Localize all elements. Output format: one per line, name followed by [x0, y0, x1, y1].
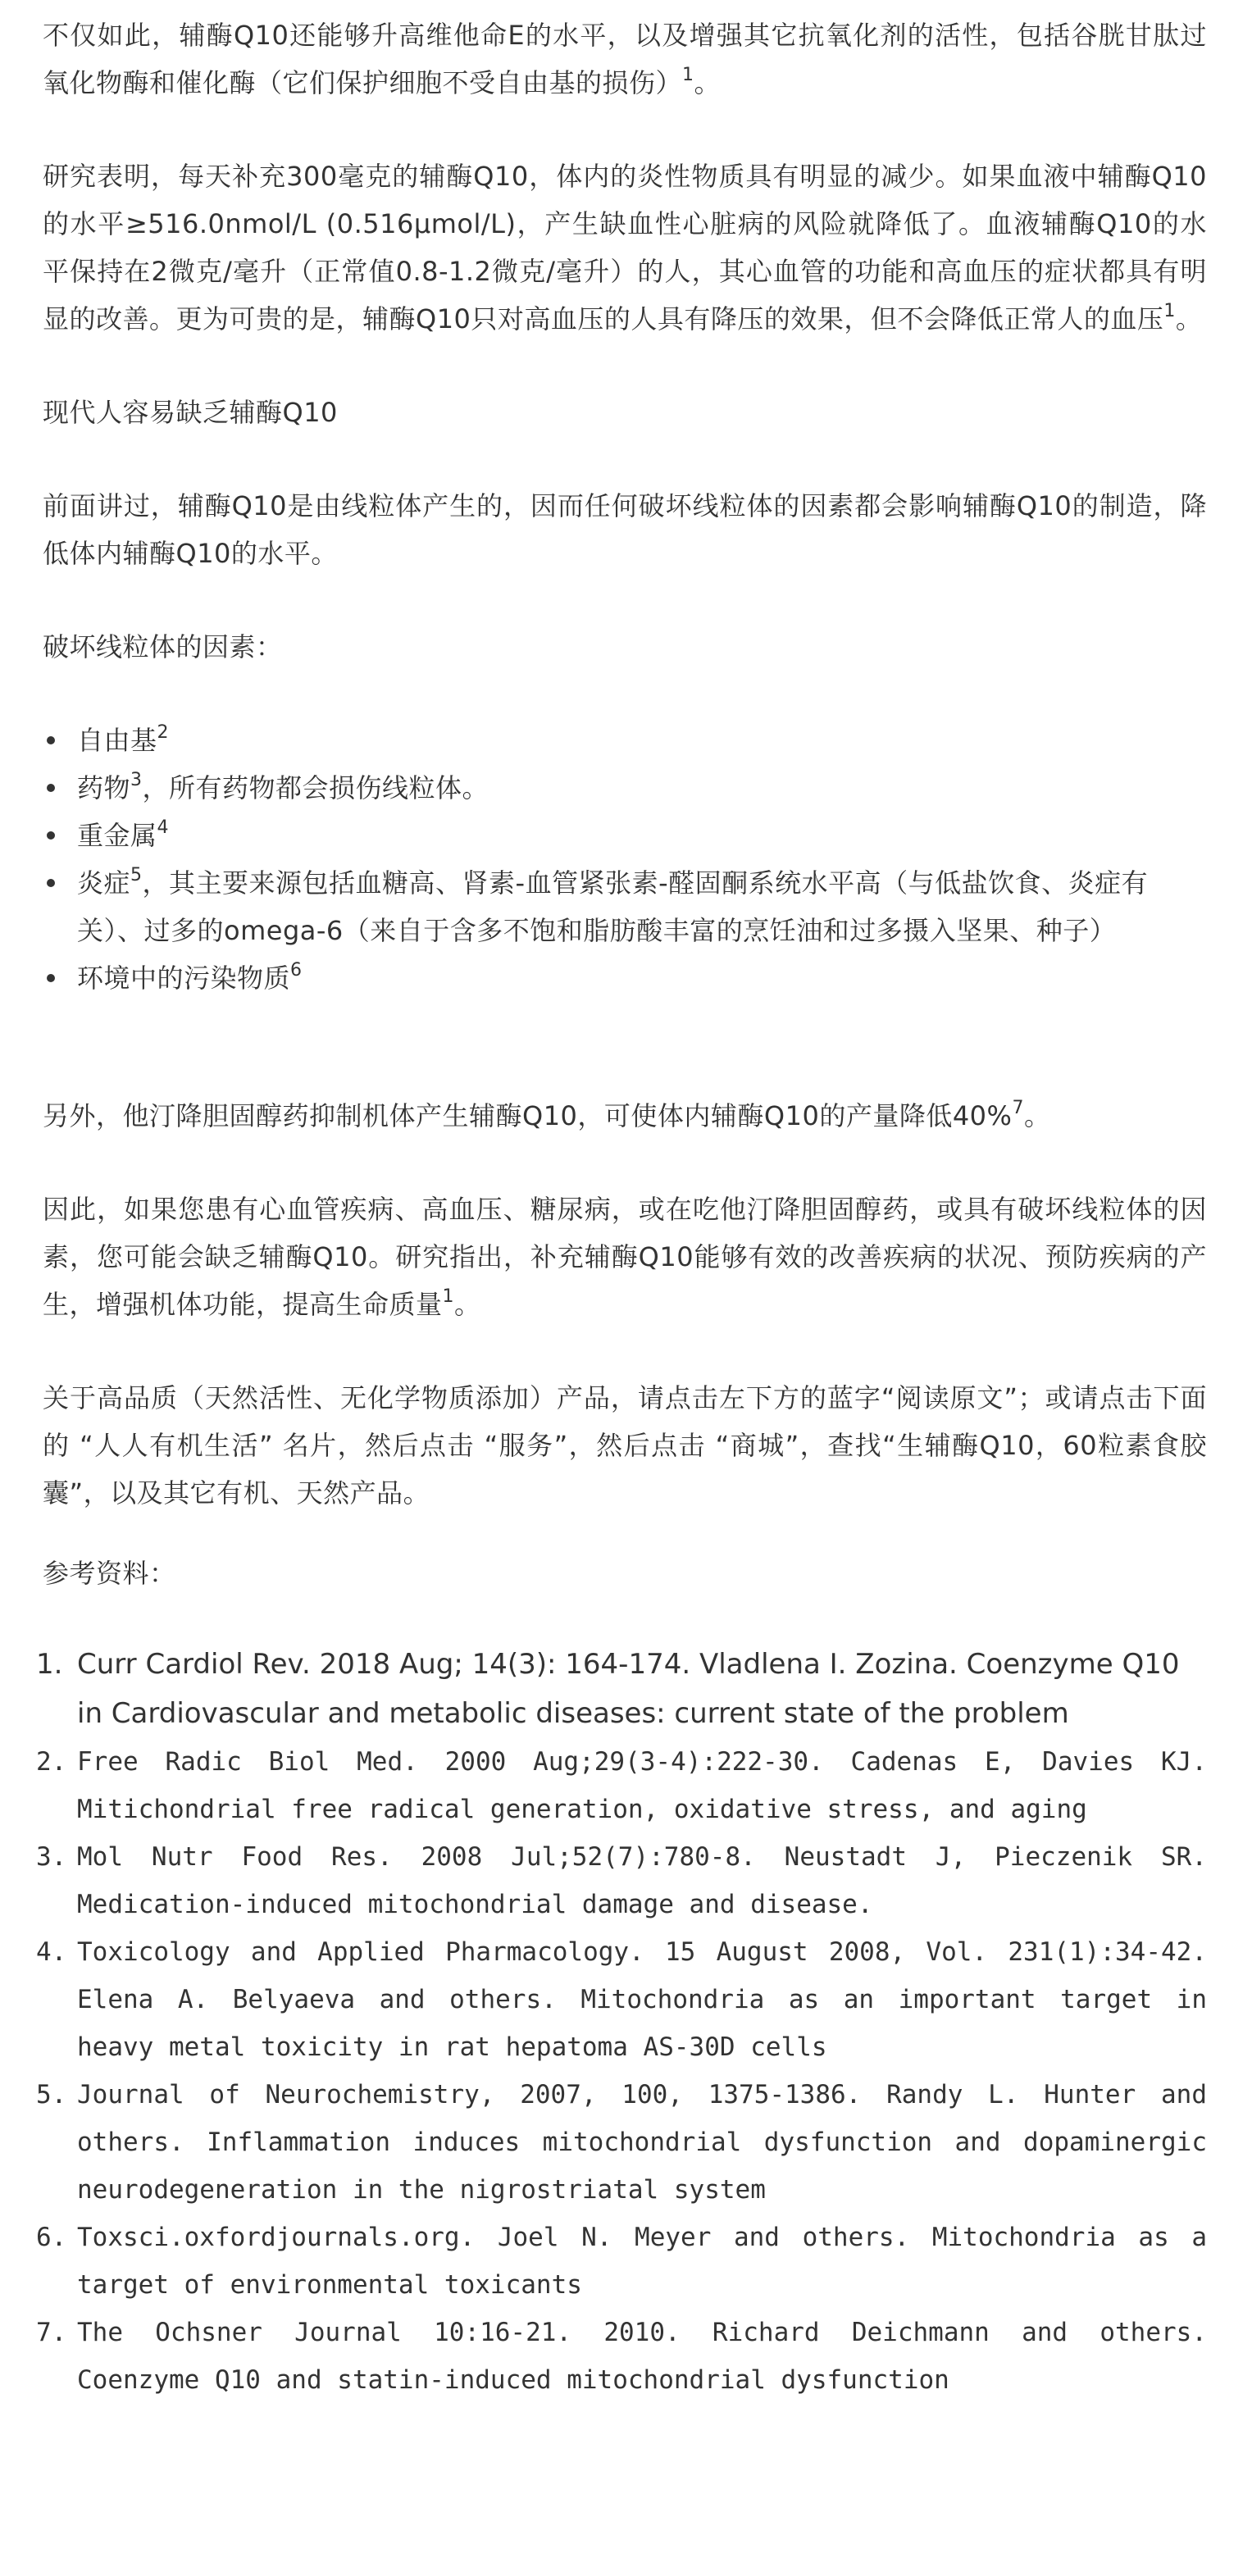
reference-number: 5. — [36, 2080, 67, 2109]
list-item — [43, 954, 1207, 1002]
paragraph-product: 关于高品质（天然活性、无化学物质添加）产品，请点击左下方的蓝字“阅读原文”；或请点击下面的 “人人有机生活” 名片，然后点击 “服务”，然后点击 “商城”，查找“生辅酶Q10，60粒素食胶囊”，以及其它有机、天然产品。 — [43, 1382, 1207, 1509]
factor-text: 药物 — [77, 772, 131, 803]
reference-item — [36, 2071, 1207, 2214]
reference-number: 7. — [36, 2318, 67, 2347]
reference-text: Toxsci.oxfordjournals.org. Joel N. Meyer and others. Mitochondria as a target of environmental toxicants — [77, 2223, 1207, 2300]
paragraph-end: 。 — [454, 1289, 481, 1320]
reference-item — [36, 1640, 1207, 1738]
reference-number: 4. — [36, 1937, 67, 1967]
reference-text: Mol Nutr Food Res. 2008 Jul;52(7):780-8. Neustadt J, Pieczenik SR. Medication-induced mitochondrial damage and disease. — [77, 1842, 1207, 1919]
factor-text: 环境中的污染物质 — [77, 963, 291, 994]
paragraph-text: 研究表明，每天补充300毫克的辅酶Q10，体内的炎性物质具有明显的减少。如果血液中辅酶Q10的水平≥516.0nmol/L (0.516μmol/L)，产生缺血性心脏病的风险就降低了。血液辅酶Q10的水平保持在2微克/毫升（正常值0.8-1.2微克/毫升）的人，其心血管的功能和高血压的症状都具有明显的改善。更为可贵的是，辅酶Q10只对高血压的人具有降压的效果，但不会降低正常人的血压 — [43, 161, 1207, 335]
paragraph-statin — [43, 1092, 1207, 1140]
reference-text: Toxicology and Applied Pharmacology. 15 August 2008, Vol. 231(1):34-42. Elena A. Belyaeva and others. Mitochondria as an important target in heavy metal toxicity in rat hepatoma AS-30D cells — [77, 1937, 1207, 2062]
reference-number: 2. — [36, 1747, 67, 1777]
references-list — [36, 1640, 1207, 2404]
list-item — [43, 859, 1207, 954]
factor-text: 重金属 — [77, 820, 157, 851]
factors-list — [43, 717, 1207, 1002]
list-item — [43, 812, 1207, 859]
citation-superscript: 7 — [1012, 1098, 1024, 1118]
citation-superscript: 4 — [157, 817, 170, 838]
paragraph-end: 。 — [694, 67, 722, 98]
paragraph-antioxidant — [43, 11, 1207, 107]
reference-text: Curr Cardiol Rev. 2018 Aug; 14(3): 164-174. Vladlena I. Zozina. Coenzyme Q10 in Cardiovascular and metabolic diseases: current state of the problem — [77, 1648, 1180, 1730]
reference-number: 3. — [36, 1842, 67, 1872]
paragraph-end: 。 — [1175, 303, 1203, 335]
factor-text: 自由基 — [77, 725, 157, 756]
list-item — [43, 717, 1207, 764]
paragraph-research — [43, 152, 1207, 343]
paragraph-text: 另外，他汀降胆固醇药抑制机体产生辅酶Q10，可使体内辅酶Q10的产量降低40% — [43, 1100, 1013, 1131]
reference-text: The Ochsner Journal 10:16-21. 2010. Richard Deichmann and others. Coenzyme Q10 and statin-induced mitochondrial dysfunction — [77, 2318, 1207, 2395]
factors-heading: 破坏线粒体的因素： — [43, 631, 283, 662]
paragraph-end: 。 — [1023, 1100, 1051, 1131]
citation-superscript: 6 — [290, 960, 303, 981]
reference-item — [36, 1833, 1207, 1928]
paragraph-text: 因此，如果您患有心血管疾病、高血压、糖尿病，或在吃他汀降胆固醇药，或具有破坏线粒体的因素，您可能会缺乏辅酶Q10。研究指出，补充辅酶Q10能够有效的改善疾病的状况、预防疾病的产生，增强机体功能，提高生命质量 — [43, 1194, 1207, 1320]
citation-superscript: 1 — [682, 65, 694, 85]
factor-tail: ，其主要来源包括血糖高、肾素-血管紧张素-醛固酮系统水平高（与低盐饮食、炎症有关）、过多的omega-6（来自于含多不饱和脂肪酸丰富的烹饪油和过多摄入坚果、种子） — [77, 867, 1149, 946]
reference-item — [36, 1738, 1207, 1833]
reference-item — [36, 2309, 1207, 2404]
list-item — [43, 764, 1207, 812]
references-heading: 参考资料： — [43, 1558, 176, 1589]
citation-superscript: 1 — [1163, 301, 1176, 321]
paragraph-text: 不仅如此，辅酶Q10还能够升高维他命E的水平，以及增强其它抗氧化剂的活性，包括谷胱甘肽过氧化物酶和催化酶（它们保护细胞不受自由基的损伤） — [43, 20, 1207, 98]
reference-item — [36, 2214, 1207, 2309]
section-subheading: 现代人容易缺乏辅酶Q10 — [43, 397, 338, 428]
reference-number: 6. — [36, 2223, 67, 2252]
citation-superscript: 1 — [442, 1286, 455, 1307]
paragraph-mitochondria: 前面讲过，辅酶Q10是由线粒体产生的，因而任何破坏线粒体的因素都会影响辅酶Q10的制造，降低体内辅酶Q10的水平。 — [43, 490, 1207, 569]
reference-text: Journal of Neurochemistry, 2007, 100, 1375-1386. Randy L. Hunter and others. Inflammation induces mitochondrial dysfunction and dopaminergic neurodegeneration in the nigrostriatal system — [77, 2080, 1207, 2205]
citation-superscript: 3 — [130, 770, 143, 790]
factor-tail: ，所有药物都会损伤线粒体。 — [142, 772, 489, 803]
reference-item — [36, 1928, 1207, 2071]
citation-superscript: 5 — [130, 865, 143, 885]
factor-text: 炎症 — [77, 867, 131, 899]
citation-superscript: 2 — [157, 722, 170, 743]
paragraph-conclusion — [43, 1186, 1207, 1328]
reference-number: 1. — [36, 1648, 63, 1681]
article-body — [36, 11, 1207, 2404]
reference-text: Free Radic Biol Med. 2000 Aug;29(3-4):222-30. Cadenas E, Davies KJ. Mitichondrial free radical generation, oxidative stress, and aging — [77, 1747, 1207, 1824]
